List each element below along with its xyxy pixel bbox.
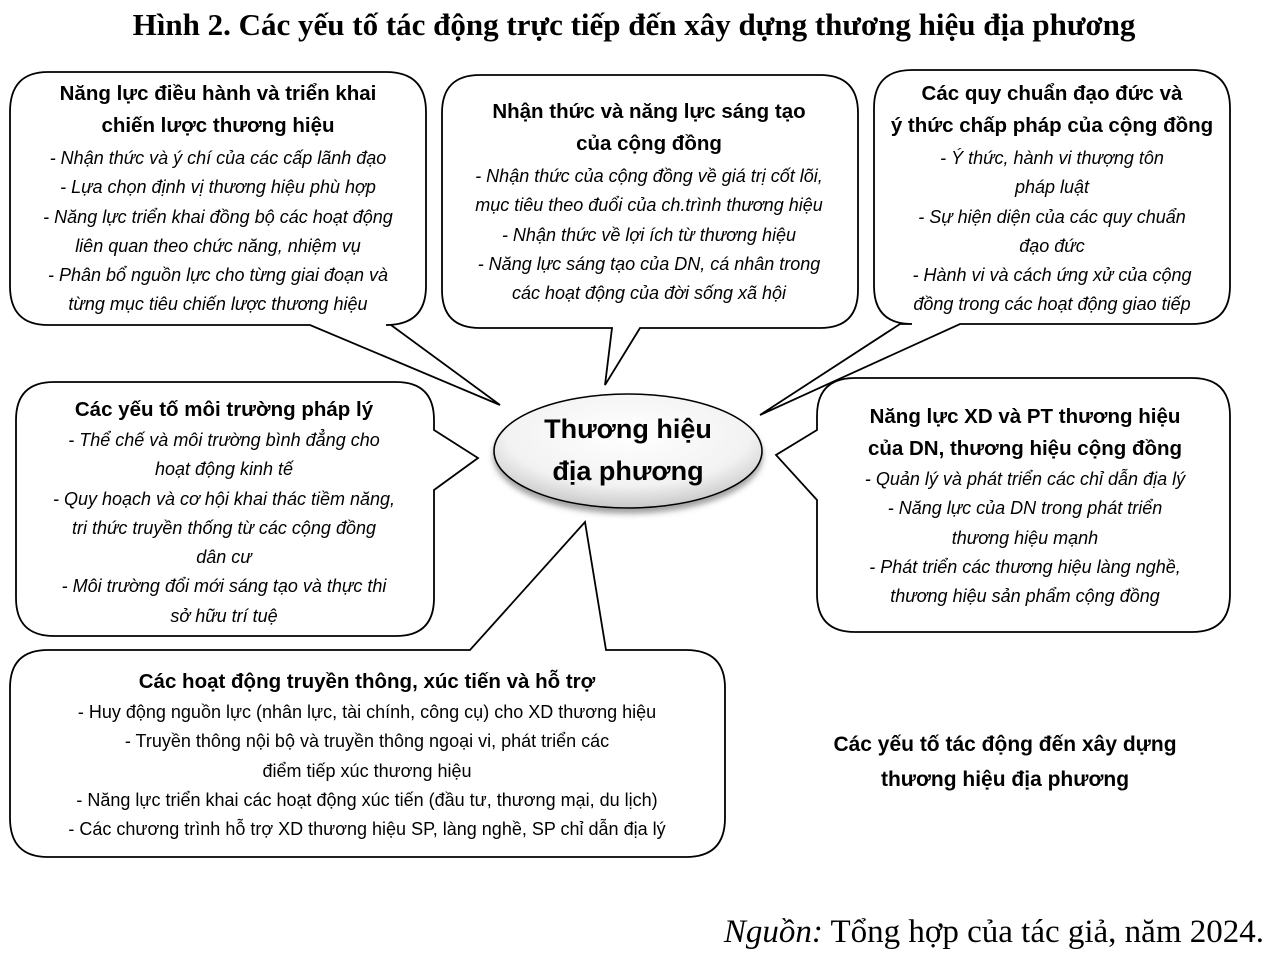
box-heading: Năng lực XD và PT thương hiệu của DN, thương hiệu cộng đồng	[867, 405, 1183, 460]
list-item: - Hành vi và cách ứng xử của cộng đồng trong các hoạt động giao tiếp	[912, 265, 1192, 315]
box-ethics	[880, 78, 1224, 320]
list-item: - Thể chế và môi trường bình đẳng cho hoạt động kinh tế	[68, 430, 380, 480]
source-label: Nguồn:	[723, 914, 823, 950]
list-item: - Quản lý và phát triển các chỉ dẫn địa lý	[864, 469, 1186, 489]
box-communication	[18, 666, 716, 844]
source-text: Tổng hợp của tác giả, năm 2024.	[822, 914, 1264, 950]
center-label: Thương hiệu địa phương	[544, 414, 712, 486]
box-heading: Năng lực điều hành và triển khai chiến lược thương hiệu	[59, 82, 377, 137]
list-item: - Nhận thức về lợi ích từ thương hiệu	[501, 224, 797, 245]
box-leadership	[18, 78, 418, 320]
list-item: - Năng lực sáng tạo của DN, cá nhân trong các hoạt động của đời sống xã hội	[477, 253, 821, 304]
list-item: - Năng lực triển khai đồng bộ các hoạt động liên quan theo chức năng, nhiệm vụ	[43, 206, 393, 256]
box-community	[448, 96, 850, 308]
list-item: - Năng lực của DN trong phát triển thương hiệu mạnh	[887, 498, 1163, 548]
legend-caption: Các yếu tố tác động đến xây dựng thương hiệu địa phương	[833, 733, 1177, 791]
list-item: - Nhận thức và ý chí của các cấp lãnh đạo	[49, 148, 387, 168]
list-item: - Huy động nguồn lực (nhân lực, tài chính, công cụ) cho XD thương hiệu	[77, 702, 657, 722]
list-item: - Truyền thông nội bộ và truyền thông ngoại vi, phát triển các điểm tiếp xúc thương hiệu	[124, 731, 610, 781]
box-legal	[22, 394, 426, 631]
box-enterprise	[826, 401, 1224, 611]
list-item: - Năng lực triển khai các hoạt động xúc tiến (đầu tư, thương mại, du lịch)	[76, 789, 658, 810]
list-item: - Quy hoạch và cơ hội khai thác tiềm năng, tri thức truyền thống từ các cộng đồng dân cư	[52, 488, 396, 568]
list-item: - Phân bổ nguồn lực cho từng giai đoạn và từng mục tiêu chiến lược thương hiệu	[47, 265, 389, 315]
box-heading: Các hoạt động truyền thông, xúc tiến và hỗ trợ	[138, 670, 596, 693]
box-heading: Nhận thức và năng lực sáng tạo của cộng đồng	[492, 100, 806, 155]
box-heading: Các yếu tố môi trường pháp lý	[74, 398, 374, 421]
figure-title: Hình 2. Các yếu tố tác động trực tiếp đến xây dựng thương hiệu địa phương	[132, 7, 1136, 42]
list-item: - Môi trường đổi mới sáng tạo và thực thi sở hữu trí tuệ	[61, 576, 387, 626]
list-item: - Sự hiện diện của các quy chuẩn đạo đức	[918, 206, 1186, 256]
source-note	[724, 912, 1264, 952]
list-item: - Ý thức, hành vi thượng tôn pháp luật	[940, 148, 1164, 198]
list-item: - Phát triển các thương hiệu làng nghề, thương hiệu sản phẩm cộng đồng	[869, 556, 1181, 607]
list-item: - Lựa chọn định vị thương hiệu phù hợp	[60, 177, 376, 198]
box-heading: Các quy chuẩn đạo đức và ý thức chấp pháp của cộng đồng	[890, 82, 1214, 137]
list-item: - Nhận thức của cộng đồng về giá trị cốt lõi, mục tiêu theo đuổi của ch.trình thương hiệu	[475, 166, 823, 216]
list-item: - Các chương trình hỗ trợ XD thương hiệu SP, làng nghề, SP chỉ dẫn địa lý	[68, 819, 666, 840]
